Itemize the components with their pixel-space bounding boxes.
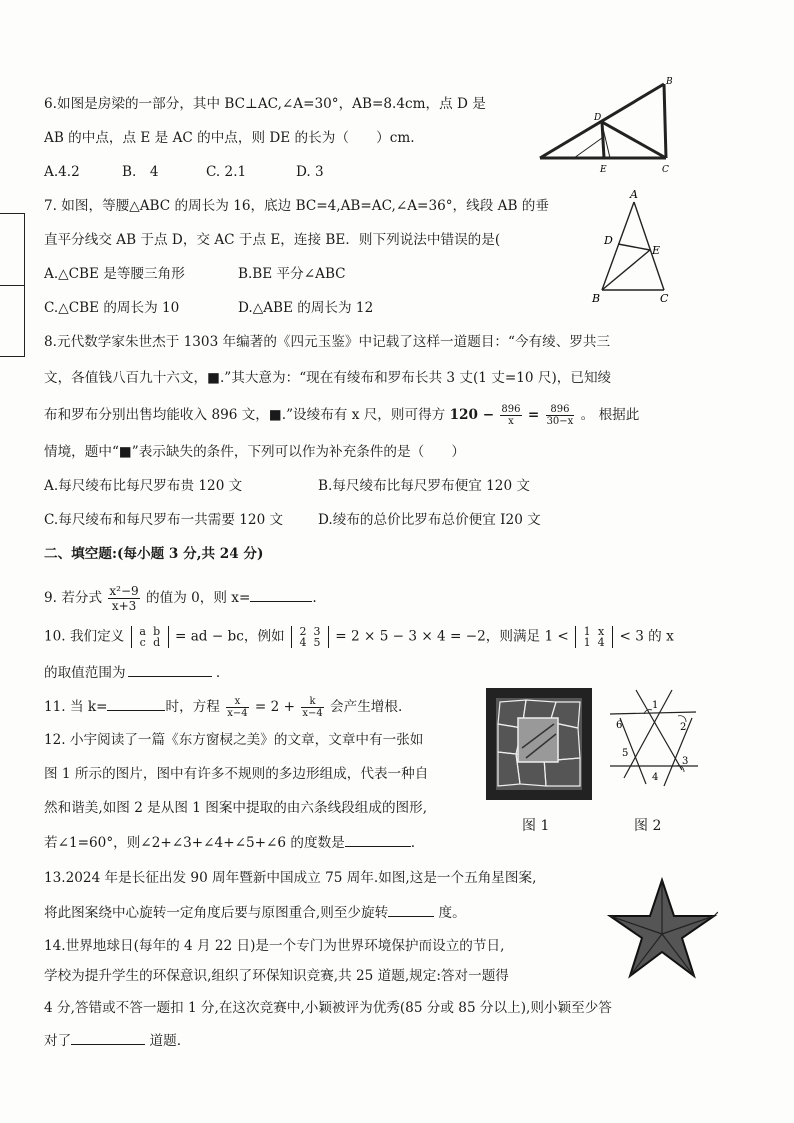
q6-line2: AB 的中点，点 E 是 AC 的中点，则 DE 的长为（ ）cm.: [44, 130, 415, 146]
q10-post: < 3 的 x: [619, 628, 674, 645]
q11-fraction-2-den: x−4: [302, 708, 323, 719]
q10-def-mid: = ad − bc，例如: [174, 628, 285, 645]
q9-fraction: [108, 584, 139, 613]
q9-fraction-den: x+3: [111, 599, 137, 613]
q8-line4: 情境，题中“■”表示缺失的条件，下列可以作为补充条件的是（ ）: [44, 444, 465, 460]
q7-label-e: E: [652, 244, 661, 257]
q11-mid: 时，方程: [165, 699, 220, 715]
q8-fraction-2-num: 896: [546, 404, 575, 416]
q8-equation-start: 120 −: [449, 407, 495, 423]
q12-line4-text: 若∠1=60°，则∠2+∠3+∠4+∠5+∠6 的度数是: [44, 835, 345, 851]
q6-label-d: D: [594, 113, 602, 123]
q6-roof-beam-figure: [530, 72, 680, 182]
q14-end: 道题.: [149, 1033, 182, 1049]
q9-fraction-num: x²−9: [109, 584, 139, 598]
q12-fig2-angle-4: 4: [652, 772, 659, 783]
q10-line2: [44, 662, 220, 683]
q6-option-b: B. 4: [122, 164, 159, 180]
q7-option-c: C.△CBE 的周长为 10: [44, 300, 180, 316]
q8-line1: 8.元代数学家朱世杰于 1303 年编著的《四元玉鉴》中记载了这样一道题目：“今有绫、罗共三: [44, 334, 611, 350]
q12-figure-1-window-lattice: [486, 688, 592, 800]
q7-line1: 7. 如图，等腰△ABC 的周长为 16，底边 BC=4,AB=AC,∠A=36°，线段 AB 的垂: [44, 198, 549, 214]
q7-label-d: D: [604, 234, 613, 247]
q11-fraction-1: [226, 696, 248, 719]
q11-fraction-1-num: x: [226, 696, 248, 708]
q11-post: 会产生增根.: [330, 699, 403, 715]
q12-figure-1-caption: 图 1: [522, 818, 550, 834]
q14-line2: 学校为提升学生的环保意识,组织了环保知识竞赛,共 25 道题,规定:答对一题得: [44, 968, 509, 984]
q8-fraction-2: [546, 404, 575, 427]
q7-label-c: C: [660, 292, 669, 305]
q13-five-pointed-star: [604, 876, 718, 986]
q12-answer-blank[interactable]: [345, 832, 411, 847]
q8-option-b: B.每尺绫布比每尺罗布便宜 120 文: [318, 478, 531, 494]
q6-label-c: C: [662, 165, 669, 175]
q7-label-a: A: [630, 188, 638, 201]
q10-determinant-x: 1 x 1 4: [575, 626, 613, 648]
q13-line1: 13.2024 年是长征出发 90 周年暨新中国成立 75 周年.如图,这是一个五角星图案,: [44, 870, 537, 886]
q7-line2: 直平分线交 AB 于点 D，交 AC 于点 E，连接 BE．则下列说法中错误的是(: [44, 232, 501, 248]
q8-fraction-1-num: 896: [501, 404, 521, 415]
q14-line4-text: 对了: [44, 1033, 72, 1049]
q12-line4: [44, 832, 415, 853]
q6-option-d: D. 3: [296, 164, 324, 180]
q10-answer-blank[interactable]: [128, 662, 212, 677]
q10-end: .: [215, 665, 221, 681]
q14-answer-blank[interactable]: [71, 1030, 145, 1045]
q8-line3-text: 布和罗布分别出售均能收入 896 文，■.”设绫布有 x 尺，则可得方: [44, 407, 446, 423]
q7-option-b: B.BE 平分∠ABC: [238, 266, 346, 282]
q9-answer-blank[interactable]: [250, 587, 312, 602]
q8-fraction-1: [500, 404, 521, 427]
q9: [44, 584, 317, 613]
q11: [44, 696, 402, 719]
q10-determinant-def: a b c d: [131, 626, 169, 648]
q8-line3: 布和罗布分别出售均能收入 896 文，■.”设绫布有 x 尺，则可得方 120 − $\frac{896}{x}$ = $\frac{896}{30-x}$ 。 根据此: [44, 404, 640, 427]
q11-fraction-2: [301, 696, 323, 719]
q13-answer-blank[interactable]: [388, 902, 434, 917]
q12-fig2-angle-2: 2: [680, 722, 687, 733]
q6-label-e: E: [600, 165, 607, 175]
q6-option-c: C. 2.1: [206, 164, 247, 180]
q7-isosceles-triangle-figure: [588, 186, 688, 306]
q8-line2: 文，各值钱八百九十六文，■.”其大意为：“现在有绫布和罗布长共 3 丈(1 丈=10 尺)，已知绫: [44, 370, 612, 386]
q10-line1: [44, 626, 674, 648]
q11-answer-blank[interactable]: [107, 696, 165, 711]
q12-fig2-angle-5: 5: [622, 748, 629, 759]
q13-line2-text: 将此图案绕中心旋转一定角度后要与原图重合,则至少旋转: [44, 905, 389, 921]
q11-pre: 11. 当 k=: [44, 699, 108, 715]
q11-fraction-1-den: x−4: [227, 708, 248, 719]
q7-label-b: B: [592, 292, 601, 305]
q12-fig2-angle-3: 3: [682, 756, 689, 767]
q11-eq-mid: = 2 +: [254, 699, 295, 715]
q9-end: .: [312, 590, 317, 606]
q12-end: .: [410, 835, 416, 851]
q13-line2: [44, 902, 466, 923]
q9-post: 的值为 0，则 x=: [146, 590, 251, 606]
q7-option-d: D.△ABE 的周长为 12: [238, 300, 374, 316]
q10-determinant-example: 2 3 4 5: [291, 626, 329, 648]
q13-end: 度。: [438, 905, 466, 921]
q14-line3: 4 分,答错或不答一题扣 1 分,在这次竞赛中,小颖被评为优秀(85 分或 85 分以上),则小颖至少答: [44, 1000, 612, 1016]
binding-margin-tick: [0, 285, 24, 286]
q6-line1: 6.如图是房梁的一部分，其中 BC⊥AC,∠A=30°，AB=8.4cm，点 D 是: [44, 96, 486, 112]
q11-fraction-2-num: k: [301, 696, 323, 708]
q12-line3: 然和谐美,如图 2 是从图 1 图案中提取的由六条线段组成的图形,: [44, 800, 428, 816]
q10-example-mid: = 2 × 5 − 3 × 4 = −2，则满足 1 <: [335, 628, 569, 645]
q8-option-d: D.绫布的总价比罗布总价便宜 I20 文: [318, 512, 541, 528]
q8-option-a: A.每尺绫布比每尺罗布贵 120 文: [44, 478, 243, 494]
q9-pre: 9. 若分式: [44, 590, 103, 606]
q10-pre: 10. 我们定义: [44, 628, 125, 645]
q14-line1: 14.世界地球日(每年的 4 月 22 日)是一个专门为世界环境保护而设立的节日,: [44, 938, 505, 954]
q6-label-b: B: [666, 77, 673, 87]
q14-line4: [44, 1030, 181, 1051]
q6-option-a: A.4.2: [44, 164, 80, 180]
q12-figure-2-six-segments: [606, 686, 702, 800]
q8-line3-tail: 根据此: [598, 407, 640, 423]
q10-line2-text: 的取值范围为: [44, 665, 126, 681]
q8-fraction-2-den: 30−x: [546, 416, 574, 427]
q12-fig2-angle-1: 1: [652, 700, 659, 711]
q12-figure-2-caption: 图 2: [634, 818, 662, 834]
q12-line2: 图 1 所示的图片，图中有许多不规则的多边形组成，代表一种自: [44, 766, 429, 782]
q12-line1: 12. 小宇阅读了一篇《东方窗棂之美》的文章，文章中有一张如: [44, 732, 424, 748]
section-2-heading: 二、填空题:(每小题 3 分,共 24 分): [44, 546, 264, 562]
q7-option-a: A.△CBE 是等腰三角形: [44, 266, 185, 282]
q8-option-c: C.每尺绫布和每尺罗布一共需要 120 文: [44, 512, 284, 528]
q12-fig2-angle-6: 6: [616, 720, 623, 731]
q8-fraction-1-den: x: [508, 416, 514, 427]
